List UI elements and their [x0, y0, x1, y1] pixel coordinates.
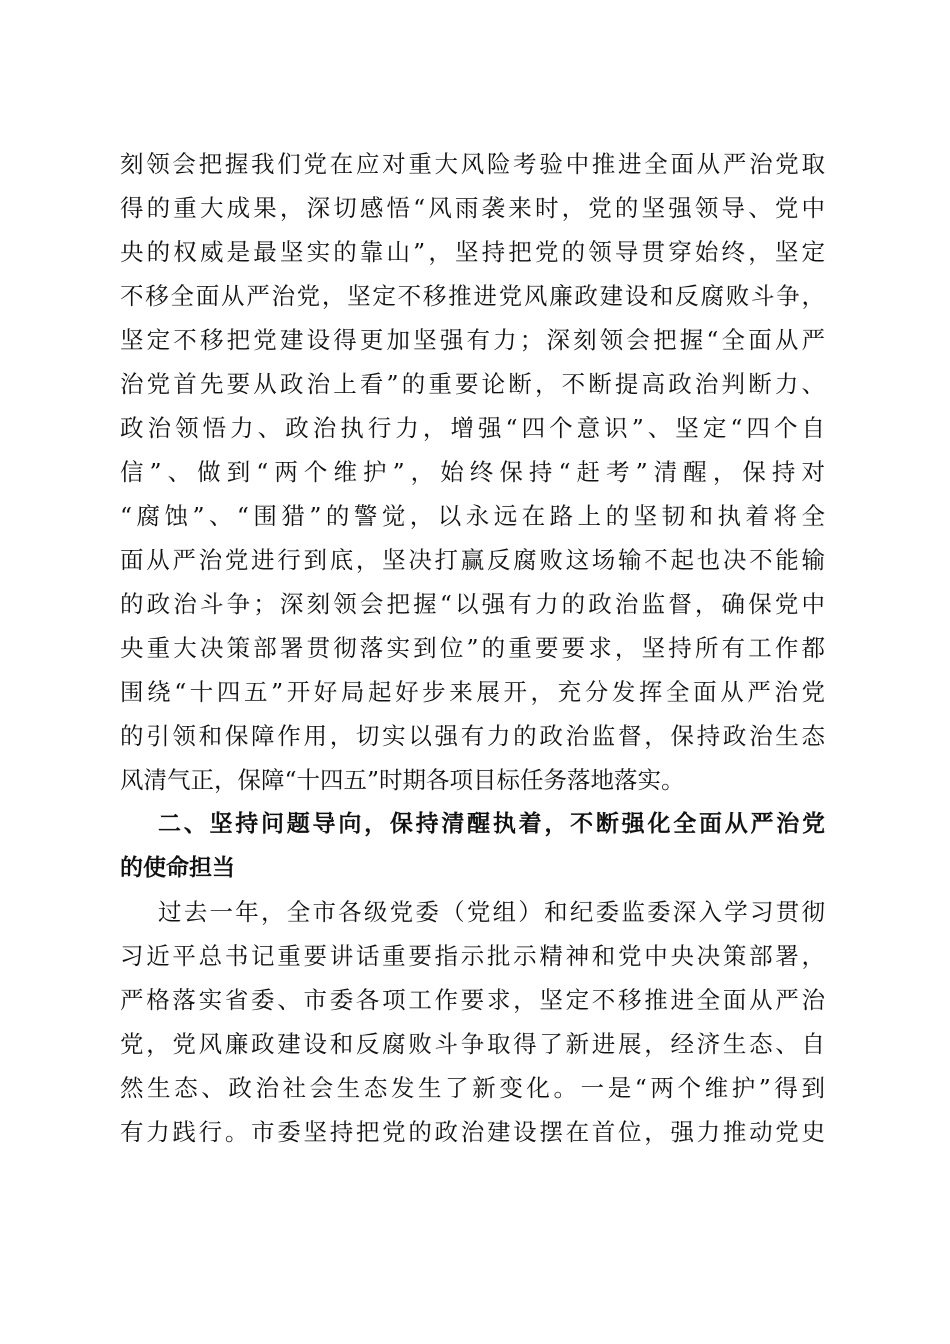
paragraph-line: 不移全面从严治党，坚定不移推进党风廉政建设和反腐败斗争，: [120, 282, 825, 310]
paragraph-line: 习近平总书记重要讲话重要指示批示精神和党中央决策部署，: [120, 942, 825, 970]
paragraph-line: “腐蚀”、“围猎”的警觉，以永远在路上的坚韧和执着将全: [120, 502, 825, 530]
paragraph-line: 的引领和保障作用，切实以强有力的政治监督，保持政治生态: [120, 722, 825, 750]
section-heading: 的使命担当: [120, 855, 235, 881]
paragraph-line: 政治领悟力、政治执行力，增强“四个意识”、坚定“四个自: [120, 414, 825, 442]
paragraph-line: 党，党风廉政建设和反腐败斗争取得了新进展，经济生态、自: [120, 1030, 825, 1058]
paragraph-line: 过去一年，全市各级党委（党组）和纪委监委深入学习贯彻: [158, 898, 825, 926]
paragraph-line: 围绕“十四五”开好局起好步来展开，充分发挥全面从严治党: [120, 678, 825, 706]
paragraph-line: 风清气正，保障“十四五”时期各项目标任务落地落实。: [120, 766, 685, 794]
paragraph-line: 得的重大成果，深切感悟“风雨袭来时，党的坚强领导、党中: [120, 194, 825, 222]
paragraph-line: 坚定不移把党建设得更加坚强有力；深刻领会把握“全面从严: [120, 326, 825, 354]
paragraph-line: 然生态、政治社会生态发生了新变化。一是“两个维护”得到: [120, 1074, 825, 1102]
section-heading: 二、坚持问题导向，保持清醒执着，不断强化全面从严治党: [158, 811, 825, 837]
paragraph-line: 央重大决策部署贯彻落实到位”的重要要求，坚持所有工作都: [120, 634, 825, 662]
paragraph-line: 的政治斗争；深刻领会把握“以强有力的政治监督，确保党中: [120, 590, 825, 618]
paragraph-line: 央的权威是最坚实的靠山”，坚持把党的领导贯穿始终，坚定: [120, 238, 825, 266]
paragraph-line: 刻领会把握我们党在应对重大风险考验中推进全面从严治党取: [120, 150, 825, 178]
paragraph-line: 信”、做到“两个维护”，始终保持“赶考”清醒，保持对: [120, 458, 825, 486]
paragraph-line: 有力践行。市委坚持把党的政治建设摆在首位，强力推动党史: [120, 1118, 825, 1146]
paragraph-line: 严格落实省委、市委各项工作要求，坚定不移推进全面从严治: [120, 986, 825, 1014]
paragraph-line: 面从严治党进行到底，坚决打赢反腐败这场输不起也决不能输: [120, 546, 825, 574]
paragraph-line: 治党首先要从政治上看”的重要论断，不断提高政治判断力、: [120, 370, 825, 398]
